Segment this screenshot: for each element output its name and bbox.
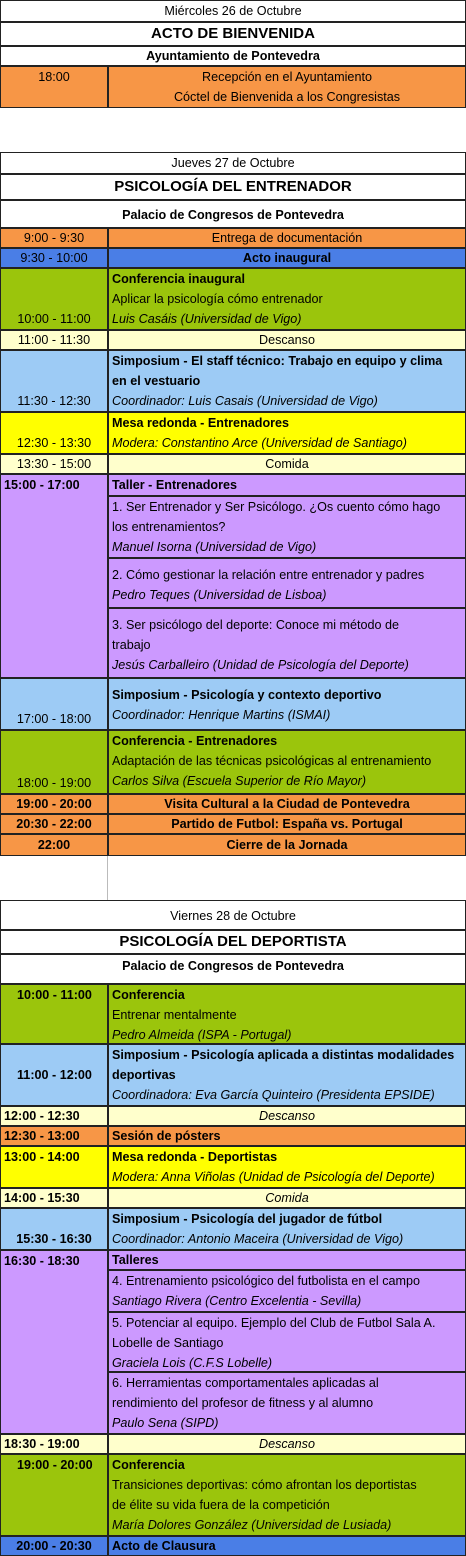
spacer [0, 856, 108, 900]
d2-acto-desc [108, 248, 466, 268]
session-title: deportivas [112, 1068, 176, 1082]
desc-text: Comida [265, 1191, 309, 1205]
day2-date [0, 152, 466, 174]
d2-partido-desc [108, 814, 466, 834]
time-text: 19:00 - 20:00 [17, 1458, 93, 1472]
session-title: en el vestuario [112, 374, 201, 388]
d3-clausura-desc [108, 1536, 466, 1556]
title-text: ACTO DE BIENVENIDA [151, 25, 315, 42]
session-title: Conferencia - Entrenadores [112, 734, 278, 748]
d2-simp2-time [0, 678, 108, 730]
speaker: Coordinador: Luis Casais (Universidad de Vigo) [112, 394, 378, 408]
d2-conf2-desc [108, 730, 466, 794]
d2-desc-time [0, 330, 108, 350]
d2-visita-time [0, 794, 108, 814]
time-text: 9:00 - 9:30 [23, 231, 85, 245]
speaker: María Dolores González (Universidad de Lusiada) [112, 1518, 392, 1532]
time-text: 13:30 - 15:00 [16, 457, 92, 471]
session-title: Mesa redonda - Entrenadores [112, 416, 290, 430]
time-text: 20:00 - 20:30 [16, 1539, 92, 1553]
d3-clausura-time [0, 1536, 108, 1556]
d2-conf-desc [108, 268, 466, 330]
d3-poster-desc [108, 1126, 466, 1146]
session-title: Talleres [112, 1253, 159, 1267]
d2-taller-item1 [108, 496, 466, 558]
d3-desc1-time [0, 1106, 108, 1126]
session-line: rendimiento del profesor de fitness y al alumno [112, 1396, 374, 1410]
d2-cierre-desc [108, 834, 466, 856]
session-line: Transiciones deportivas: cómo afrontan los deportistas [112, 1478, 417, 1492]
desc-text: Acto inaugural [242, 251, 332, 265]
time-text: 17:00 - 18:00 [16, 712, 92, 726]
time-text: 9:30 - 10:00 [20, 251, 88, 265]
d2-conf-time [0, 268, 108, 330]
desc-text: Descanso [258, 333, 315, 347]
d3-conf-desc [108, 984, 466, 1044]
speaker: Pedro Teques (Universidad de Lisboa) [112, 588, 327, 602]
d3-talleres-item6 [108, 1372, 466, 1434]
session-line: 4. Entrenamiento psicológico del futbolista en el campo [112, 1274, 421, 1288]
session-title: Simposium - Psicología del jugador de fútbol [112, 1212, 383, 1226]
time-text: 19:00 - 20:00 [16, 797, 92, 811]
desc-text: Entrega de documentación [211, 231, 363, 245]
speaker: Modera: Anna Viñolas (Unidad de Psicología del Deporte) [112, 1170, 435, 1184]
d3-desc2-desc [108, 1434, 466, 1454]
day1-title [0, 22, 466, 46]
time-text: 11:00 - 11:30 [17, 333, 91, 347]
speaker: Pedro Almeida (ISPA - Portugal) [112, 1028, 292, 1042]
session-title: Simposium - Psicología y contexto deportivo [112, 688, 382, 702]
venue-text: Ayuntamiento de Pontevedra [146, 49, 320, 63]
d3-simp2-desc [108, 1208, 466, 1250]
desc-text: Acto de Clausura [112, 1539, 216, 1553]
spacer [0, 108, 466, 152]
d3-simp2-time [0, 1208, 108, 1250]
desc-text: Cierre de la Jornada [226, 838, 348, 852]
d2-cierre-time [0, 834, 108, 856]
d2-taller-time [0, 474, 108, 678]
d2-simp1-desc [108, 350, 466, 412]
d2-simp1-time [0, 350, 108, 412]
d2-visita-desc [108, 794, 466, 814]
time-text: 18:30 - 19:00 [4, 1437, 80, 1451]
speaker: Graciela Lois (C.F.S Lobelle) [112, 1356, 273, 1370]
speaker: Coordinador: Henrique Martins (ISMAI) [112, 708, 331, 722]
speaker: Coordinador: Antonio Maceira (Universidad de Vigo) [112, 1232, 404, 1246]
date-text: Viernes 28 de Octubre [170, 909, 296, 923]
time-text: 11:00 - 12:00 [17, 1068, 92, 1082]
d2-comida-desc [108, 454, 466, 474]
d2-conf2-time [0, 730, 108, 794]
time-text: 15:00 - 17:00 [4, 478, 80, 492]
d3-comida-time [0, 1188, 108, 1208]
d2-taller-title [108, 474, 466, 496]
desc-line: Cóctel de Bienvenida a los Congresistas [173, 90, 401, 104]
session-line: los entrenamientos? [112, 520, 226, 534]
d2-mesa-time [0, 412, 108, 454]
desc-text: Descanso [258, 1437, 315, 1451]
session-line: 2. Cómo gestionar la relación entre entrenador y padres [112, 568, 425, 582]
d3-talleres-title [108, 1250, 466, 1270]
date-text: Miércoles 26 de Octubre [164, 4, 302, 18]
time-text: 11:30 - 12:30 [17, 394, 91, 408]
d2-doc-desc [108, 228, 466, 248]
d3-conf-time [0, 984, 108, 1044]
session-line: 1. Ser Entrenador y Ser Psicólogo. ¿Os cuento cómo hago [112, 500, 441, 514]
time-text: 12:00 - 12:30 [4, 1109, 80, 1123]
d3-talleres-item5 [108, 1312, 466, 1372]
speaker: Modera: Constantino Arce (Universidad de Santiago) [112, 436, 407, 450]
time-text: 20:30 - 22:00 [16, 817, 92, 831]
session-line: de élite su vida fuera de la competición [112, 1498, 330, 1512]
time-text: 15:30 - 16:30 [16, 1232, 92, 1246]
session-title: Mesa redonda - Deportistas [112, 1150, 278, 1164]
d3-mesa-time [0, 1146, 108, 1188]
time-text: 13:00 - 14:00 [4, 1150, 80, 1164]
venue-text: Palacio de Congresos de Pontevedra [122, 959, 344, 973]
time-text: 22:00 [37, 838, 71, 852]
session-title: Taller - Entrenadores [112, 478, 238, 492]
day1-date [0, 0, 466, 22]
time-text: 10:00 - 11:00 [17, 312, 91, 326]
d2-doc-time [0, 228, 108, 248]
time-text: 12:30 - 13:00 [4, 1129, 80, 1143]
speaker: Manuel Isorna (Universidad de Vigo) [112, 540, 317, 554]
d2-simp2-desc [108, 678, 466, 730]
time-text: 12:30 - 13:30 [16, 436, 92, 450]
session-line: 6. Herramientas comportamentales aplicadas al [112, 1376, 379, 1390]
session-title: Simposium - Psicología aplicada a distintas modalidades [112, 1048, 455, 1062]
desc-text: Visita Cultural a la Ciudad de Pontevedra [164, 797, 410, 811]
d3-mesa-desc [108, 1146, 466, 1188]
d2-comida-time [0, 454, 108, 474]
d3-simp1-desc [108, 1044, 466, 1106]
session-title: Conferencia inaugural [112, 272, 245, 286]
venue-text: Palacio de Congresos de Pontevedra [122, 208, 344, 222]
time-text: 10:00 - 11:00 [17, 988, 92, 1002]
session-line: 5. Potenciar al equipo. Ejemplo del Club de Futbol Sala A. [112, 1316, 436, 1330]
date-text: Jueves 27 de Octubre [171, 156, 295, 170]
d2-taller-item3 [108, 608, 466, 678]
day1-row1-desc [108, 66, 466, 108]
speaker: Coordinadora: Eva García Quinteiro (Presidenta EPSIDE) [112, 1088, 435, 1102]
d2-acto-time [0, 248, 108, 268]
desc-text: Sesión de pósters [112, 1129, 221, 1143]
day3-title [0, 930, 466, 954]
d2-taller-item2 [108, 558, 466, 608]
session-title: Conferencia [112, 988, 185, 1002]
session-title: Simposium - El staff técnico: Trabajo en equipo y clima [112, 354, 443, 368]
desc-line: Recepción en el Ayuntamiento [202, 70, 372, 84]
speaker: Jesús Carballeiro (Unidad de Psicología del Deporte) [112, 658, 409, 672]
time-text: 14:00 - 15:30 [4, 1191, 80, 1205]
speaker: Carlos Silva (Escuela Superior de Río Mayor) [112, 774, 367, 788]
day3-venue [0, 954, 466, 984]
day3-date [0, 900, 466, 930]
session-line: Lobelle de Santiago [112, 1336, 224, 1350]
time-text: 16:30 - 18:30 [4, 1254, 80, 1268]
d3-conf2-time [0, 1454, 108, 1536]
session-line: 3. Ser psicólogo del deporte: Conoce mi método de [112, 618, 400, 632]
d3-desc2-time [0, 1434, 108, 1454]
d2-desc-desc [108, 330, 466, 350]
session-line: Adaptación de las técnicas psicológicas al entrenamiento [112, 754, 432, 768]
session-line: Aplicar la psicología cómo entrenador [112, 292, 323, 306]
d3-conf2-desc [108, 1454, 466, 1536]
time-text: 18:00 [38, 70, 70, 84]
d3-desc1-desc [108, 1106, 466, 1126]
d3-talleres-time [0, 1250, 108, 1434]
session-line: Entrenar mentalmente [112, 1008, 237, 1022]
title-text: PSICOLOGÍA DEL ENTRENADOR [114, 178, 352, 195]
title-text: PSICOLOGÍA DEL DEPORTISTA [119, 933, 347, 950]
day1-venue [0, 46, 466, 66]
d2-mesa-desc [108, 412, 466, 454]
desc-text: Comida [265, 457, 309, 471]
d2-partido-time [0, 814, 108, 834]
d3-poster-time [0, 1126, 108, 1146]
d3-comida-desc [108, 1188, 466, 1208]
speaker: Paulo Sena (SIPD) [112, 1416, 219, 1430]
day1-row1-time [0, 66, 108, 108]
desc-text: Partido de Futbol: España vs. Portugal [171, 817, 403, 831]
session-title: Conferencia [112, 1458, 185, 1472]
day2-venue [0, 200, 466, 228]
time-text: 18:00 - 19:00 [16, 776, 92, 790]
speaker: Luis Casáis (Universidad de Vigo) [112, 312, 302, 326]
day2-title [0, 174, 466, 200]
speaker: Santiago Rivera (Centro Excelentia - Sevilla) [112, 1294, 362, 1308]
d3-simp1-time [0, 1044, 108, 1106]
session-line: trabajo [112, 638, 151, 652]
desc-text: Descanso [258, 1109, 315, 1123]
d3-talleres-item4 [108, 1270, 466, 1312]
